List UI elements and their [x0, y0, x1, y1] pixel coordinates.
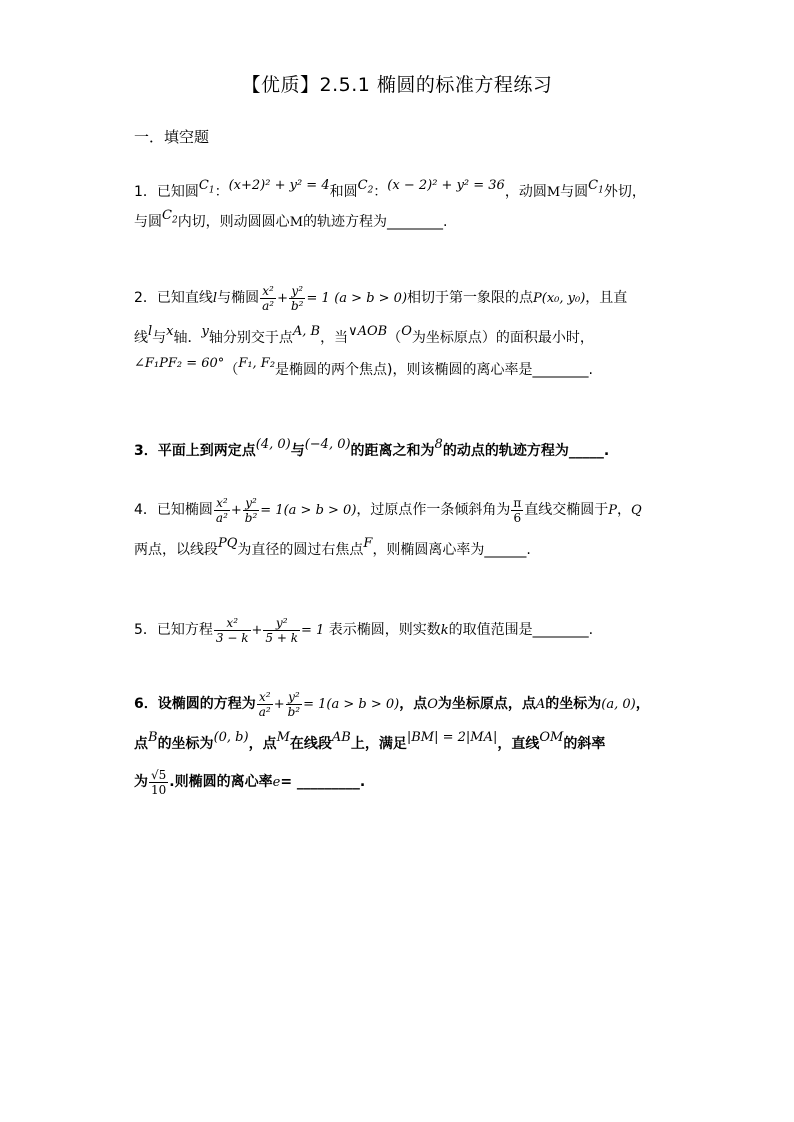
q1-equation-2: (x − 2)² + y² = 36	[387, 178, 505, 193]
section-heading: 一．填空题	[134, 128, 210, 146]
q6-b: B	[148, 730, 158, 745]
q1-text: 与圆	[560, 184, 589, 200]
q4-p: P	[608, 503, 618, 518]
q2-l: l	[148, 324, 153, 339]
q6-ab: AB	[331, 730, 351, 745]
q2-fraction-x: $\frac{\text{x²}}{\text{a²}}$	[262, 283, 275, 313]
q2-text: （	[387, 330, 402, 346]
q5-text: 表示椭圆，则实数	[328, 622, 441, 638]
q6-text: 为坐标原点，点	[437, 696, 536, 712]
q1-c2: $C_2$	[357, 178, 374, 196]
q2-text: ，且直	[585, 290, 628, 306]
q2-foci: F₁, F₂	[238, 356, 276, 371]
question-5	[134, 610, 674, 650]
q6-text: ，直线	[497, 736, 540, 752]
q1-text: 和圆	[329, 184, 358, 200]
question-3-line-1	[134, 437, 674, 459]
q4-text: 4．已知椭圆	[134, 502, 213, 518]
q1-text: 内切，则动圆圆心	[177, 214, 290, 230]
q1-m: M	[546, 185, 561, 200]
q1-c1: $C_1$	[198, 178, 215, 196]
q4-text: 两点，以线段	[134, 542, 218, 558]
question-1-line-2	[134, 208, 674, 230]
q6-text: .则椭圆的离心率	[169, 774, 273, 790]
q4-pi-fraction: $\frac{\pi}{6}$	[513, 495, 522, 525]
question-6-line-3	[134, 762, 674, 802]
q4-fraction-y: $\frac{\text{y²}}{\text{b²}}$	[244, 495, 258, 525]
q3-point-1: (4, 0)	[255, 437, 291, 452]
question-2-line-1: 2．已知直线l与椭圆 $\frac{\text{x²}}{\text{a²}}$ + $\frac{\text{y²}}{\text{b²}}$ = 1 (a > b > 0)相切于第一象限的点P(x₀, y₀)，且直	[134, 283, 628, 313]
question-6-line-2	[134, 730, 674, 752]
q1-colon: ：	[373, 184, 388, 200]
q2-y: y	[201, 324, 209, 339]
q6-e: e	[272, 775, 281, 790]
q4-f: F	[363, 536, 373, 551]
question-4	[134, 490, 674, 558]
q6-text: 6．设椭圆的方程为	[134, 696, 256, 712]
q1-text: ，动圆	[504, 184, 547, 200]
q3-text: 的距离之和为	[350, 443, 435, 459]
q4-text: 直线交椭圆于	[524, 502, 609, 518]
q2-text: 线	[134, 330, 148, 346]
q2-text: 与椭圆	[217, 290, 260, 306]
q3-text: 与	[290, 443, 305, 459]
q6-om: OM	[539, 730, 564, 745]
question-6	[134, 684, 674, 802]
question-1	[134, 178, 674, 230]
page-title: 【优质】2.5.1 椭圆的标准方程练习	[241, 74, 553, 96]
q6-text: ，点	[248, 736, 277, 752]
q6-text: 点	[134, 736, 148, 752]
q5-text: 的取值范围是________.	[448, 622, 594, 638]
q2-o: O	[401, 324, 412, 339]
q1-c1b: $C_1$	[588, 178, 604, 196]
q4-pq: PQ	[218, 536, 238, 551]
q5-text: 5．已知方程	[134, 622, 213, 638]
q6-slope-fraction: $\frac{√5}{10}$	[151, 767, 167, 797]
q6-text: ，	[635, 696, 650, 712]
q6-text: 的斜率	[563, 736, 606, 752]
q2-text: 2．已知直线	[134, 290, 213, 306]
q6-m: M	[276, 730, 290, 745]
q2-text: （	[224, 362, 239, 378]
q2-x: x	[166, 324, 174, 339]
q1-text: 外切，	[603, 184, 646, 200]
q1-text: 1．已知圆	[134, 184, 199, 200]
q1-text: 的轨迹方程为________.	[303, 214, 448, 230]
q4-text: ，则椭圆离心率为______.	[372, 542, 531, 558]
q6-a: A	[535, 697, 546, 712]
q3-number: 8	[434, 437, 443, 452]
q2-text: 相切于第一象限的点	[407, 290, 534, 306]
q1-c2b: $C_2$	[162, 208, 178, 226]
q4-equals: = 1(a > b > 0)	[260, 503, 357, 518]
q2-l: l	[212, 291, 218, 306]
q5-k: k	[440, 623, 449, 638]
q6-equals: = 1(a > b > 0)	[303, 697, 400, 712]
q2-point: P(x₀, y₀)	[533, 291, 586, 306]
question-1-line-1	[134, 178, 674, 200]
q2-equals: = 1	[306, 291, 330, 306]
q2-angle: ∠F₁PF₂ = 60°	[134, 356, 225, 371]
q4-text: 为直径的圆过右焦点	[237, 542, 364, 558]
q2-text: 轴．	[173, 330, 202, 346]
q6-text: 的坐标为	[157, 736, 214, 752]
q5-fraction-y: $\frac{\text{y²}}{5 + k}$	[265, 615, 299, 645]
q2-text: 为坐标原点）的面积最小时，	[411, 330, 594, 346]
q6-text: 为	[134, 774, 148, 790]
q6-text: 上，满足	[350, 736, 407, 752]
question-2-line-3	[134, 356, 674, 378]
question-5-line-1: 5．已知方程 $\frac{\text{x²}}{3 - k}$ + $\frac{\text{y²}}{5 + k}$ = 1 表示椭圆，则实数k的取值范围是________.	[134, 615, 594, 645]
question-2-line-2	[134, 324, 674, 346]
q3-text: 的动点的轨迹方程为_____.	[442, 443, 610, 459]
q6-text: ，点	[399, 696, 428, 712]
q2-condition: (a > b > 0)	[334, 291, 408, 306]
question-2	[134, 278, 674, 378]
q3-text: 3．平面上到两定点	[134, 443, 256, 459]
q2-triangle: ∨AOB	[348, 324, 388, 339]
q4-fraction-x: $\frac{\text{x²}}{\text{a²}}$	[215, 495, 228, 525]
q6-text: = _________.	[280, 774, 366, 790]
q5-equals: = 1	[301, 623, 325, 638]
q1-m: M	[289, 215, 303, 230]
q2-text: ，当	[320, 330, 349, 346]
q6-fraction-y: $\frac{\text{y²}}{\text{b²}}$	[287, 689, 301, 719]
question-3	[134, 437, 674, 459]
q6-o: O	[427, 697, 438, 712]
q6-b-point: (0, b)	[213, 730, 249, 745]
q2-fraction-y: $\frac{\text{y²}}{\text{b²}}$	[290, 283, 304, 313]
q2-ab: A, B	[292, 324, 321, 339]
q2-text: 轴分别交于点	[208, 330, 293, 346]
q4-q: Q	[631, 503, 642, 518]
q3-point-2: (−4, 0)	[304, 437, 351, 452]
q2-text: 是椭圆的两个焦点)，则该椭圆的离心率是________.	[275, 362, 593, 378]
q1-text: 与圆	[134, 214, 162, 230]
q6-text: 的坐标为	[545, 696, 602, 712]
q4-text: ，	[617, 502, 632, 518]
q1-colon: ：	[214, 184, 229, 200]
q6-condition: |BM| = 2|MA|	[406, 730, 498, 745]
question-4-line-1: 4．已知椭圆 $\frac{\text{x²}}{\text{a²}}$ + $\frac{\text{y²}}{\text{b²}}$ = 1(a > b > 0)，过原点作一条倾斜角为 $\frac{\pi}{6}$ 直线交椭圆于P，Q	[134, 495, 642, 525]
q6-fraction-x: $\frac{\text{x²}}{\text{a²}}$	[258, 689, 271, 719]
question-4-line-2	[134, 536, 674, 558]
q4-text: ，过原点作一条倾斜角为	[356, 502, 511, 518]
q1-equation-1: (x+2)² + y² = 4	[228, 178, 330, 193]
q6-text: 在线段	[289, 736, 332, 752]
q6-a-point: (a, 0)	[601, 697, 636, 712]
q5-fraction-x: $\frac{\text{x²}}{3 - k}$	[215, 615, 249, 645]
q2-text: 与	[152, 330, 167, 346]
question-6-line-1: 6．设椭圆的方程为 $\frac{\text{x²}}{\text{a²}}$ + $\frac{\text{y²}}{\text{b²}}$ = 1(a > b > 0)，点O为坐标原点，点A的坐标为(a, 0)，	[134, 689, 650, 719]
